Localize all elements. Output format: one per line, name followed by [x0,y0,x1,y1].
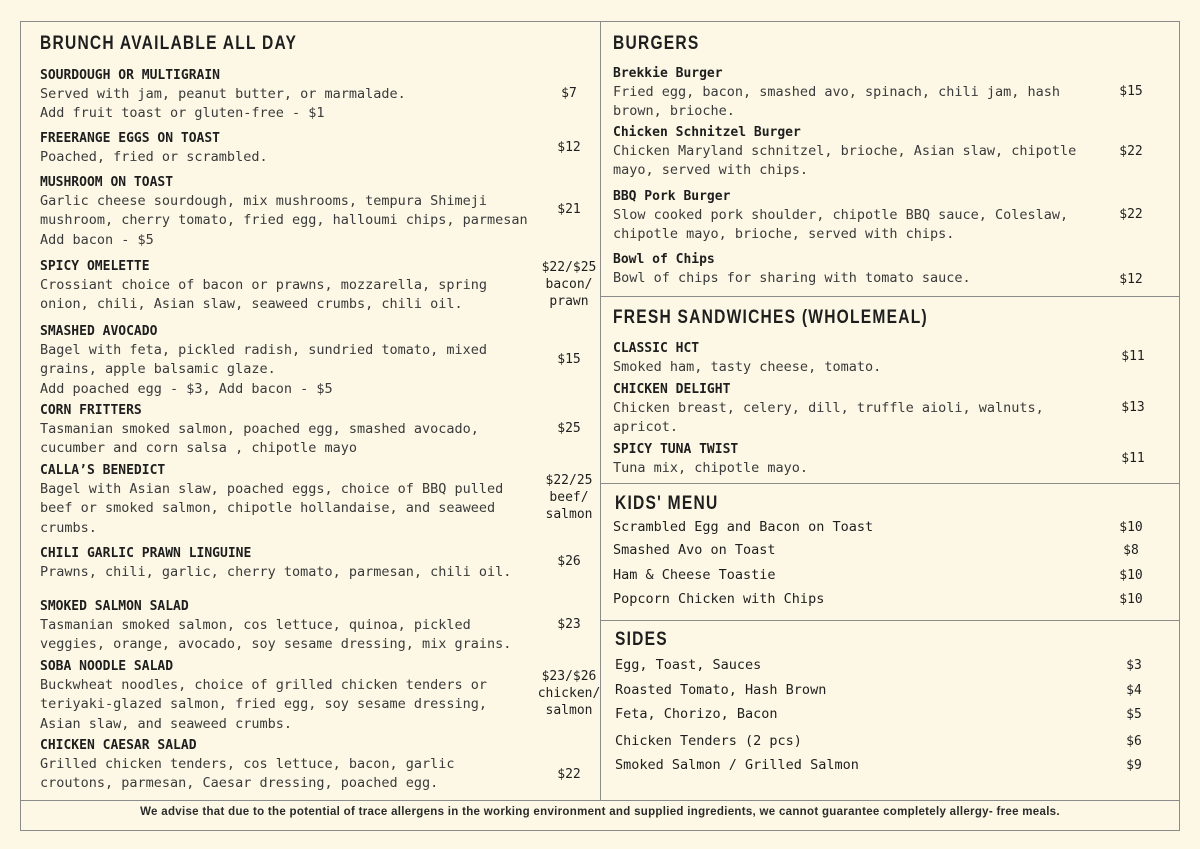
menu-item-price: $21 [557,202,581,217]
menu-item-description: Grilled chicken tenders, cos lettuce, bacon, garlic [40,756,455,772]
menu-item-description: Add bacon - $5 [40,231,154,248]
menu-item-description: crumbs. [40,519,97,536]
footer-divider [21,800,1179,801]
menu-item-price: $3 [1126,658,1142,673]
menu-item-description: Add poached egg - $3, Add bacon - $5 [40,380,333,397]
menu-item-price: $4 [1126,683,1142,698]
menu-item-name: SMOKED SALMON SALAD [40,599,189,614]
menu-item-price: $7 [561,86,577,101]
menu-item-price: $10 [1119,568,1143,583]
menu-item-name: FREERANGE EGGS ON TOAST [40,131,221,146]
menu-item-name: Feta, Chorizo, Bacon [615,706,778,722]
menu-item-price: $15 [557,352,581,367]
menu-item-description: croutons, parmesan, Caesar dressing, poached egg. [40,775,439,792]
menu-item-description: Served with jam, peanut butter, or marmalade. [40,86,406,102]
menu-item-description: Add fruit toast or gluten-free - $1 [40,105,325,122]
menu-item-name: CHICKEN CAESAR SALAD [40,738,197,753]
menu-item-description: Crossiant choice of bacon or prawns, mozzarella, spring [40,277,488,293]
menu-item-description: brown, brioche. [613,103,735,120]
menu-item-name: SMASHED AVOCADO [40,324,158,339]
menu-item-description: Tasmanian smoked salmon, poached egg, smashed avocado, [40,421,479,437]
menu-item-name: CLASSIC HCT [613,341,700,356]
menu-item-description: Fried egg, bacon, smashed avo, spinach, chili jam, hash [613,84,1061,100]
menu-item-price: $25 [557,421,581,436]
menu-item-description: beef or smoked salmon, chipotle hollandaise, and seaweed [40,500,496,517]
menu-item-name: Smoked Salmon / Grilled Salmon [615,757,859,773]
menu-item-name: SPICY TUNA TWIST [613,442,739,457]
menu-item-name: Bowl of Chips [613,252,715,267]
menu-item-description: teriyaki-glazed salmon, fried egg, soy sesame dressing, [40,696,488,713]
menu-item-description: Tuna mix, chipotle mayo. [613,460,809,476]
menu-item-name: Egg, Toast, Sauces [615,657,762,673]
menu-item-description: Smoked ham, tasty cheese, tomato. [613,359,882,375]
menu-item-description: apricot. [613,419,679,436]
burgers-title: BURGERS [613,33,700,54]
menu-item-description: onion, chili, Asian slaw, seaweed crumbs, chili oil. [40,296,463,313]
menu-item-name: Chicken Tenders (2 pcs) [615,733,802,749]
menu-item-price: $8 [1123,543,1139,558]
menu-item-price: $12 [1119,272,1143,287]
menu-item-description: Asian slaw, and seaweed crumbs. [40,715,292,732]
menu-item-description: chipotle mayo, brioche, served with chips. [613,226,955,243]
menu-item-description: Slow cooked pork shoulder, chipotle BBQ sauce, Coleslaw, [613,207,1069,223]
menu-item-name: Ham & Cheese Toastie [613,567,776,583]
menu-item-name: CALLA’S BENEDICT [40,463,166,478]
menu-item-price: $10 [1119,520,1143,535]
menu-item-price: $22 [1119,207,1143,222]
menu-item-name: Chicken Schnitzel Burger [613,125,801,140]
menu-item-description: Garlic cheese sourdough, mix mushrooms, tempura Shimeji [40,193,488,209]
menu-item-description: Bagel with feta, pickled radish, sundried tomato, mixed [40,342,488,358]
menu-item-price: $22/$25 bacon/ prawn [541,260,597,309]
menu-item-price: $5 [1126,707,1142,722]
menu-item-price: $13 [1121,400,1145,415]
menu-item-name: Smashed Avo on Toast [613,542,776,558]
menu-item-name: SOBA NOODLE SALAD [40,659,174,674]
menu-item-name: SOURDOUGH OR MULTIGRAIN [40,68,221,83]
menu-item-name: CHICKEN DELIGHT [613,382,731,397]
section-divider [601,620,1179,621]
menu-item-price: $11 [1121,349,1145,364]
kids-title: KIDS' MENU [615,493,719,514]
menu-item-description: Chicken Maryland schnitzel, brioche, Asian slaw, chipotle [613,143,1077,159]
menu-item-price: $22/25 beef/ salmon [545,473,593,522]
menu-item-price: $26 [557,554,581,569]
menu-item-description: Bagel with Asian slaw, poached eggs, choice of BBQ pulled [40,481,504,497]
brunch-title: BRUNCH AVAILABLE ALL DAY [40,33,298,54]
menu-item-description: Bowl of chips for sharing with tomato sauce. [613,270,971,286]
menu-item-price: $10 [1119,592,1143,607]
allergen-disclaimer: We advise that due to the potential of trace allergens in the working environment and supplied ingredients, we cannot guarantee completely allergy- free meals. [140,806,1060,818]
menu-item-description: mayo, served with chips. [613,162,809,179]
menu-item-price: $11 [1121,451,1145,466]
menu-item-name: SPICY OMELETTE [40,259,150,274]
menu-item-price: $22 [1119,144,1143,159]
menu-item-description: Prawns, chili, garlic, cherry tomato, parmesan, chili oil. [40,564,512,580]
menu-item-description: cucumber and corn salsa , chipotle mayo [40,440,357,457]
menu-item-price: $9 [1126,758,1142,773]
menu-item-description: veggies, orange, avocado, soy sesame dressing, mix grains. [40,636,512,653]
menu-item-description: mushroom, cherry tomato, fried egg, halloumi chips, parmesan [40,212,528,229]
menu-item-name: Scrambled Egg and Bacon on Toast [613,519,874,535]
menu-item-name: MUSHROOM ON TOAST [40,175,174,190]
menu-item-name: Roasted Tomato, Hash Brown [615,682,827,698]
menu-item-price: $6 [1126,734,1142,749]
section-divider [601,483,1179,484]
menu-item-name: Popcorn Chicken with Chips [613,591,825,607]
menu-item-price: $23/$26 chicken/ salmon [537,669,601,718]
sides-title: SIDES [615,629,668,650]
menu-item-description: Chicken breast, celery, dill, truffle aioli, walnuts, [613,400,1044,416]
menu-item-price: $12 [557,140,581,155]
menu-item-name: CORN FRITTERS [40,403,142,418]
sandwiches-title: FRESH SANDWICHES (WHOLEMEAL) [613,307,928,328]
menu-item-name: Brekkie Burger [613,66,723,81]
menu-item-name: CHILI GARLIC PRAWN LINGUINE [40,546,252,561]
menu-item-description: grains, apple balsamic glaze. [40,361,276,378]
menu-item-description: Buckwheat noodles, choice of grilled chicken tenders or [40,677,488,693]
menu-item-name: BBQ Pork Burger [613,189,731,204]
menu-item-price: $23 [557,617,581,632]
menu-item-price: $15 [1119,84,1143,99]
menu-item-description: Tasmanian smoked salmon, cos lettuce, quinoa, pickled [40,617,471,633]
menu-item-description: Poached, fried or scrambled. [40,149,268,165]
menu-item-price: $22 [557,767,581,782]
section-divider [601,296,1179,297]
